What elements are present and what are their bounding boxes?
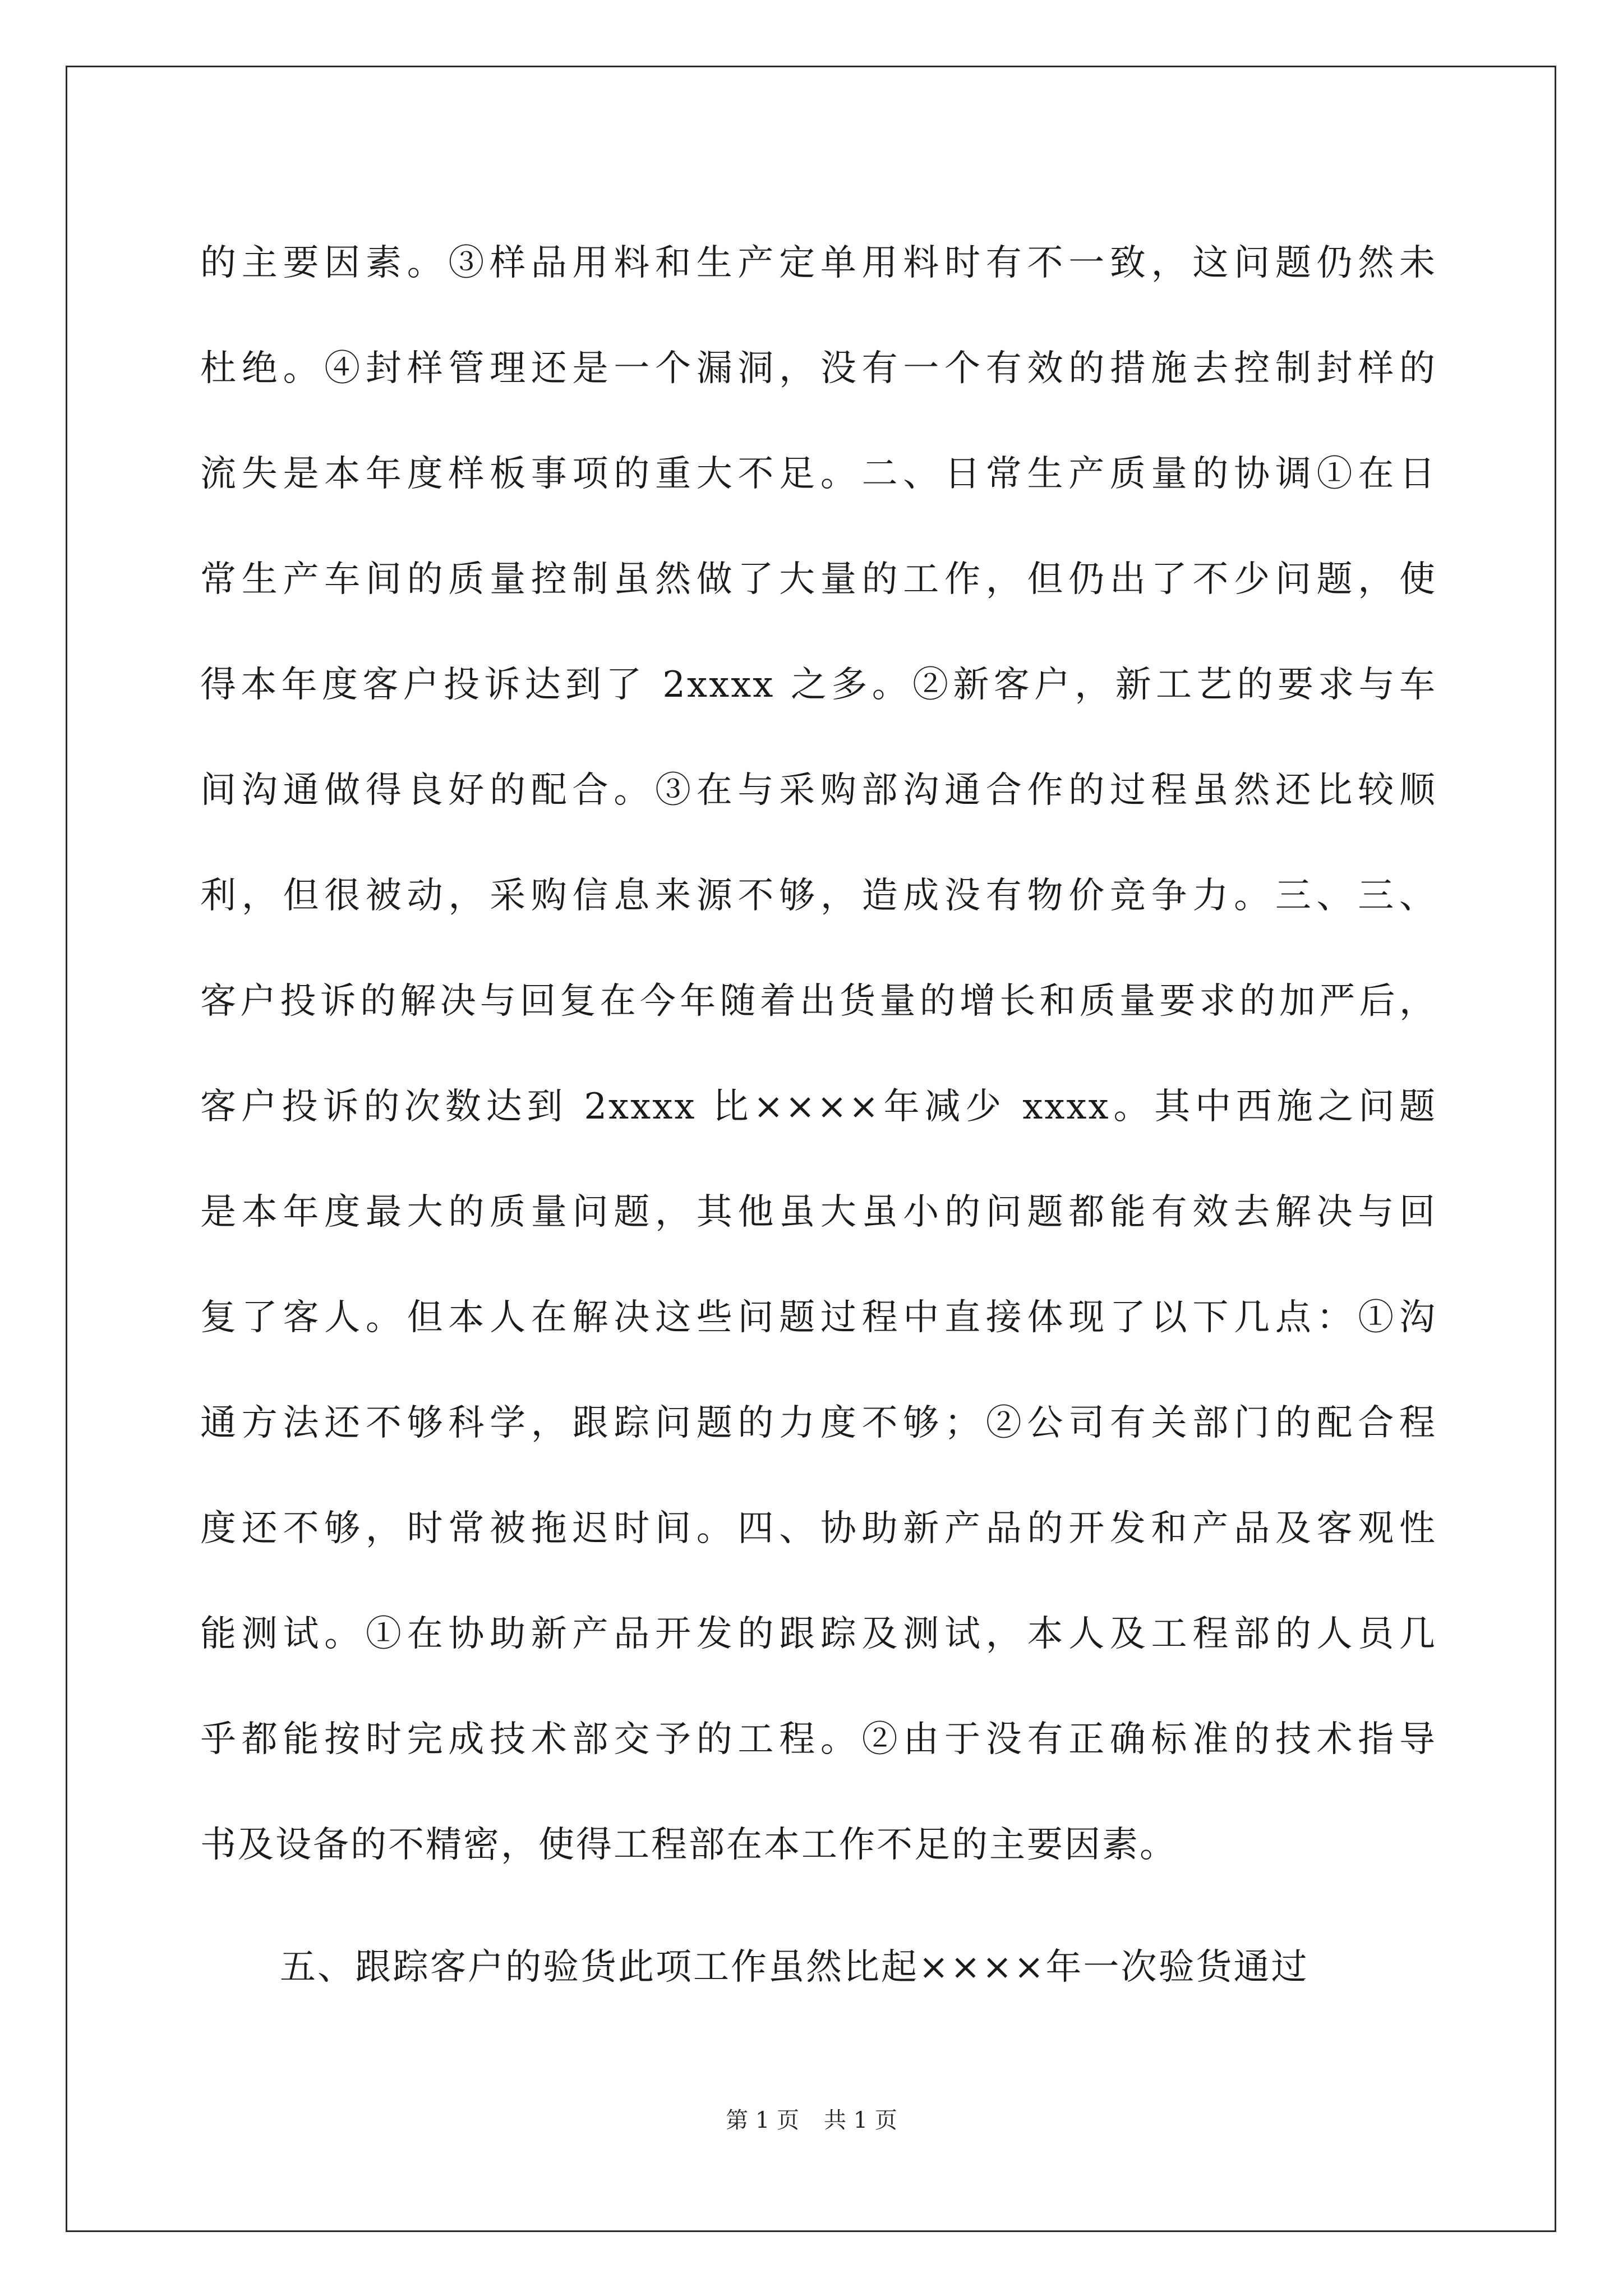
page-total: 共 1 页 [824,2108,897,2133]
text-line-11: 复了客人。但本人在解决这些问题过程中直接体现了以下几点：①沟 [200,1297,1437,1338]
page-footer [0,2102,1623,2134]
text-line-14: 能测试。①在协助新产品开发的跟踪及测试，本人及工程部的人员几 [200,1613,1437,1655]
text-line-16: 书及设备的不精密，使得工程部在本工作不足的主要因素。 [200,1824,1177,1866]
text-line-15: 乎都能按时完成技术部交予的工程。②由于没有正确标准的技术指导 [200,1719,1437,1760]
text-line-5: 得本年度客户投诉达到了 2xxxx 之多。②新客户，新工艺的要求与车 [200,664,1437,706]
paragraph-gap [200,1898,1437,1915]
text-line-10: 是本年度最大的质量问题，其他虽大虽小的问题都能有效去解决与回 [200,1191,1437,1233]
text-line-13: 度还不够，时常被拖迟时间。四、协助新产品的开发和产品及客观性 [200,1508,1437,1549]
text-line-12: 通方法还不够科学，跟踪问题的力度不够；②公司有关部门的配合程 [200,1402,1437,1444]
text-line-6: 间沟通做得良好的配合。③在与采购部沟通合作的过程虽然还比较顺 [200,770,1437,811]
text-line-2: 杜绝。④封样管理还是一个漏洞，没有一个有效的措施去控制封样的 [200,348,1437,389]
paragraph-2-first-line: 五、跟踪客户的验货此项工作虽然比起××××年一次验货通过 [280,1947,1309,1988]
page-number: 第 1 页 [726,2108,799,2133]
text-line-1: 的主要因素。③样品用料和生产定单用料时有不一致，这问题仍然未 [200,242,1437,284]
text-line-3: 流失是本年度样板事项的重大不足。二、日常生产质量的协调①在日 [200,453,1437,495]
text-line-8: 客户投诉的解决与回复在今年随着出货量的增长和质量要求的加严后， [200,981,1437,1022]
text-line-9: 客户投诉的次数达到 2xxxx 比××××年减少 xxxx。其中西施之问题 [200,1086,1437,1128]
text-line-7: 利，但很被动，采购信息来源不够，造成没有物价竞争力。三、三、 [200,875,1437,917]
document-body [200,210,1437,2020]
text-line-4: 常生产车间的质量控制虽然做了大量的工作，但仍出了不少问题，使 [200,559,1437,600]
